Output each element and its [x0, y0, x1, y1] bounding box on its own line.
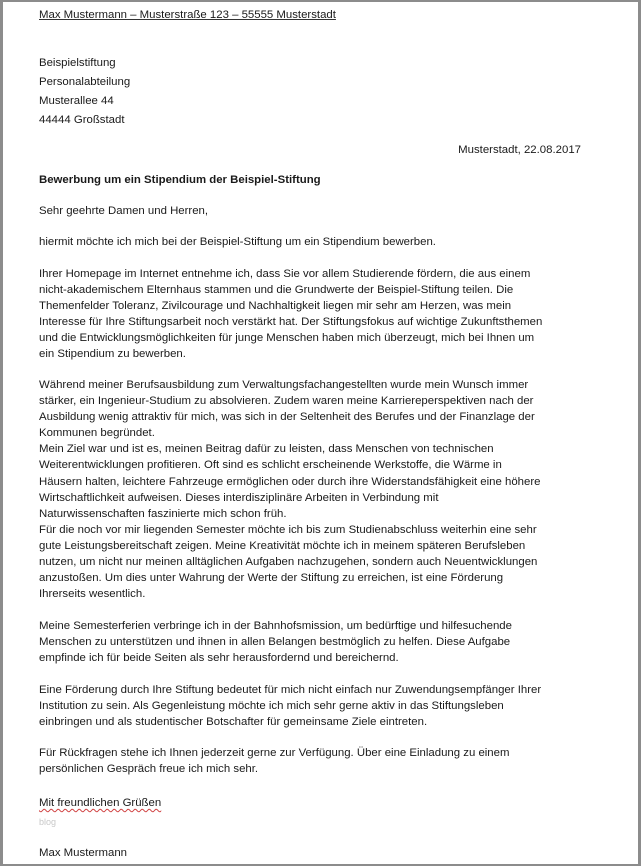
- letter-date: Musterstadt, 22.08.2017: [458, 144, 581, 156]
- text-line: nutzen, um nicht nur meinen alltäglichen Aufgaben nachzugehen, sondern auch Neuentwicklungen: [39, 556, 538, 569]
- salutation: Sehr geehrte Damen und Herren,: [39, 205, 209, 217]
- letter-subject: Bewerbung um ein Stipendium der Beispiel-Stiftung: [39, 174, 321, 186]
- recipient-line: Musterallee 44: [39, 95, 114, 108]
- text-line: gute Leistungsbereitschaft zeigen. Meine Kreativität möchte ich in meinem späteren Berufsleben: [39, 539, 526, 552]
- recipient-address: [39, 54, 130, 130]
- recipient-line: Beispielstiftung: [39, 57, 116, 69]
- text-line: Ihrerseits wesentlich.: [39, 588, 146, 601]
- text-line: Eine Förderung durch Ihre Stiftung bedeutet für mich nicht einfach nur Zuwendungsempfänger Ihrer: [39, 684, 542, 696]
- intro-sentence: hiermit möchte ich mich bei der Beispiel-Stiftung um ein Stipendium bewerben.: [39, 236, 436, 248]
- recipient-line: Personalabteilung: [39, 76, 131, 89]
- text-line: Für die noch vor mir liegenden Semester möchte ich bis zum Studienabschluss weiterhin eine sehr: [39, 523, 537, 536]
- text-line: Während meiner Berufsausbildung zum Verwaltungsfachangestellten wurde mein Wunsch immer: [39, 379, 529, 391]
- text-line: persönlichen Gespräch freue ich mich sehr.: [39, 763, 259, 776]
- text-line: stärker, ein Ingenieur-Studium zu absolvieren. Zudem waren meine Karriereperspektiven nach der: [39, 395, 534, 408]
- text-line: Häusern halten, leichtere Fahrzeuge ermöglichen oder durch ihre Widerstandsfähigkeit eine höhere: [39, 475, 541, 488]
- text-line: ein Stipendium zu bewerben.: [39, 348, 186, 361]
- text-line: Ihrer Homepage im Internet entnehme ich, dass Sie vor allem Studierende fördern, die aus einem: [39, 268, 531, 280]
- recipient-line: 44444 Großstadt: [39, 114, 125, 127]
- text-line: und die Entwicklungsmöglichkeiten für junge Menschen haben mich überzeugt, mich bei Ihnen um: [39, 332, 535, 345]
- text-line: Menschen zu unterstützen und ihnen in allen Belangen bestmöglich zu helfen. Diese Aufgabe: [39, 636, 511, 649]
- text-line: Wirtschaftlichkeit aufweisen. Dieses interdisziplinäre Arbeiten in Verbindung mit: [39, 491, 439, 504]
- text-line: Für Rückfragen stehe ich Ihnen jederzeit gerne zur Verfügung. Über eine Einladung zu einem: [39, 747, 510, 759]
- text-line: Mein Ziel war und ist es, meinen Beitrag dafür zu leisten, dass Menschen von technischen: [39, 443, 494, 456]
- text-line: einbringen und als studentischer Botschafter für gemeinsame Ziele eintreten.: [39, 716, 428, 729]
- watermark-text: blog: [39, 817, 57, 827]
- text-line: Meine Semesterferien verbringe ich in der Bahnhofsmission, um bedürftige und hilfesuchende: [39, 620, 512, 632]
- text-line: Themenfelder Toleranz, Zivilcourage und Nachhaltigkeit liegen mir sehr am Herzen, was mein: [39, 300, 512, 313]
- text-line: Ausbildung wenig attraktiv für mich, was sich in der Seltenheit des Berufes und der Finanzlage der: [39, 411, 535, 424]
- paragraph-commitment: [39, 682, 541, 730]
- text-line: Interesse für Ihre Stiftungsarbeit noch verstärkt hat. Der Stiftungsfokus auf wichtige Zukunftsthemen: [39, 316, 543, 329]
- paragraph-contact: [39, 745, 509, 777]
- closing-phrase: Mit freundlichen Grüßen: [39, 797, 162, 809]
- text-line: empfinde ich für beide Seiten als sehr herausfordernd und bereichernd.: [39, 652, 399, 665]
- paragraph-motivation: [39, 266, 542, 363]
- sender-address-line: Max Mustermann – Musterstraße 123 – 55555 Musterstadt: [39, 9, 336, 21]
- text-line: Naturwissenschaften faszinierte mich schon früh.: [39, 507, 287, 520]
- text-line: nicht-akademischem Elternhaus stammen und die Grundwerte der Beispiel-Stiftung teilen. Die: [39, 284, 514, 297]
- text-line: Weiterentwicklungen profitieren. Oft sind es schlicht erscheinende Werkstoffe, die Wärme in: [39, 459, 502, 472]
- paragraph-career: [39, 377, 540, 602]
- signature-name: Max Mustermann: [39, 847, 127, 859]
- text-line: Institution zu sein. Als Gegenleistung möchte ich mich sehr gerne aktiv in das Stiftungsleben: [39, 700, 504, 713]
- text-line: anzustoßen. Um dies unter Wahrung der Werte der Stiftung zu erreichen, ist eine Förderung: [39, 572, 504, 585]
- paragraph-volunteering: [39, 618, 512, 666]
- text-line: Kommunen begründet.: [39, 427, 155, 440]
